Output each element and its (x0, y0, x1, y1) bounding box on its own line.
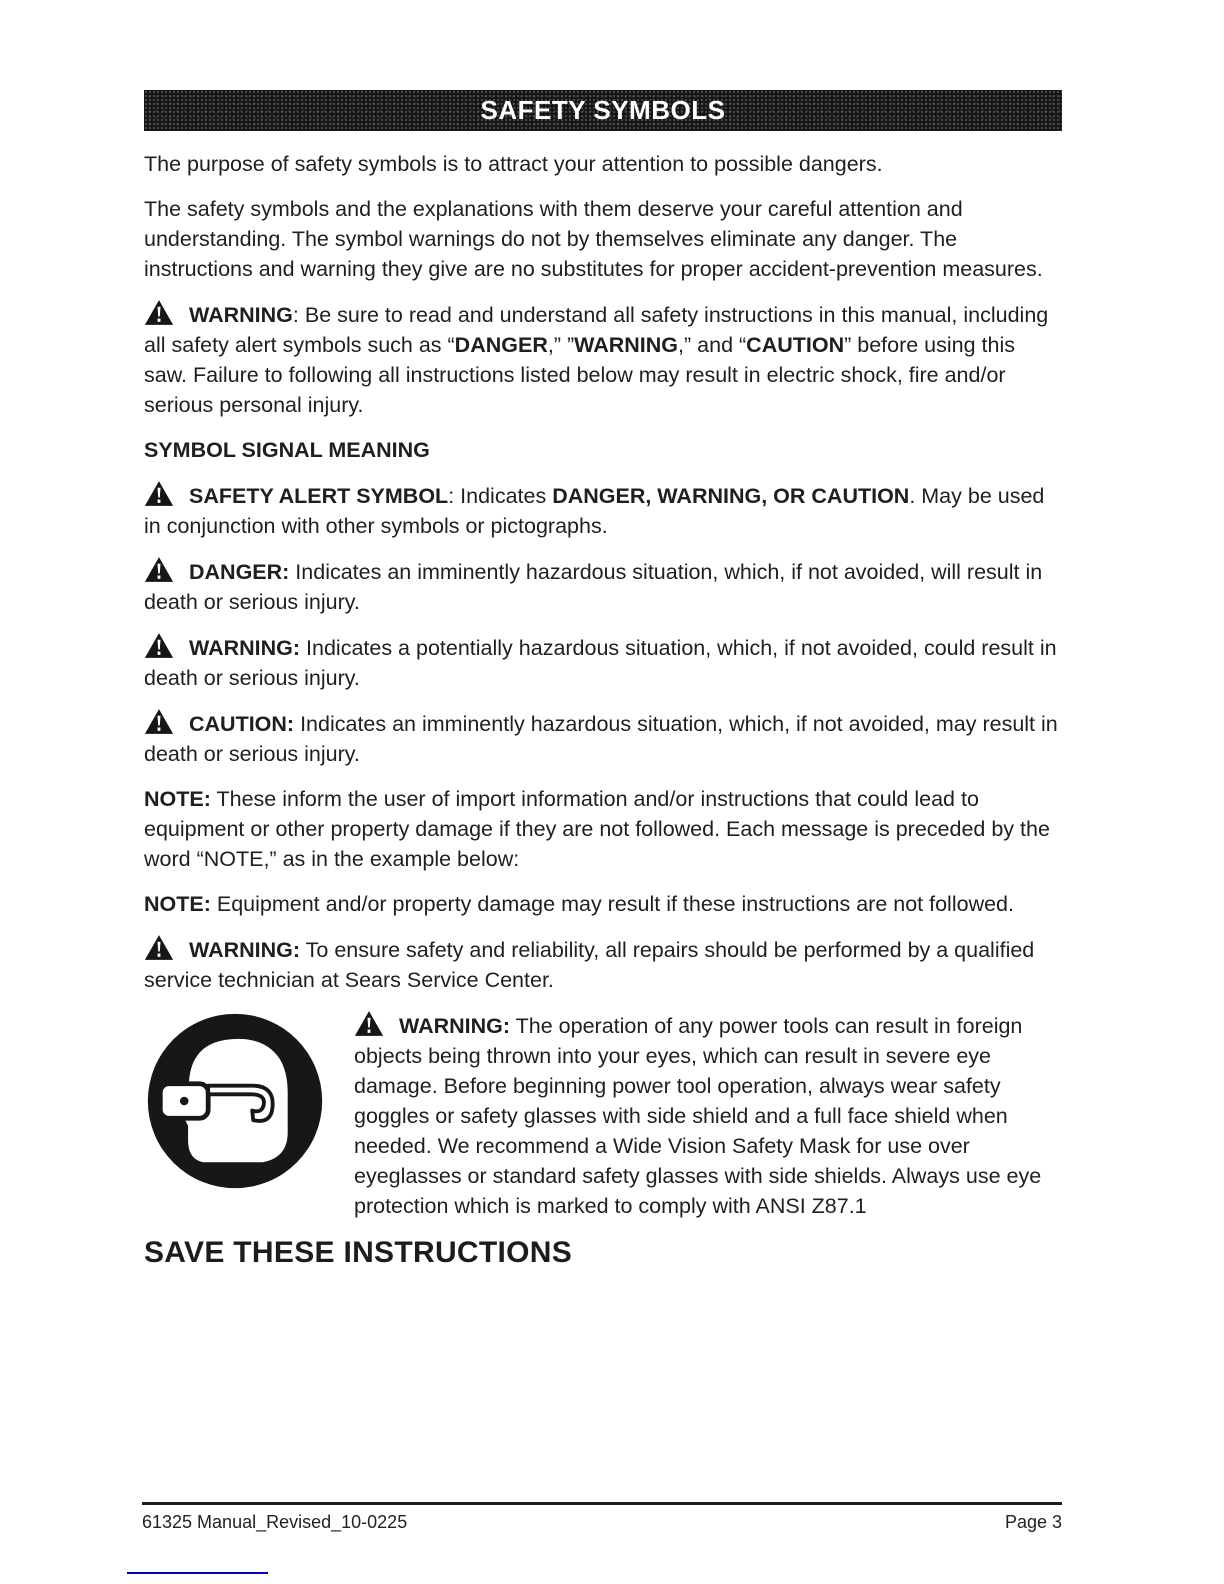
bold-text-run: WARNING (188, 303, 293, 327)
text-run: Indicates a potentially hazardous situation, which, if not avoided, could result in death or serious injury. (144, 636, 1057, 690)
paragraph-warning-eye-protection (354, 1010, 1062, 1221)
text-run: ” before using this saw. Failure to following all instructions listed below may result in electric shock, fire and/or serious personal injury. (144, 333, 1016, 417)
warning-triangle-icon (144, 299, 174, 326)
paragraph-danger-definition (144, 556, 1062, 617)
text-run: Indicates an imminently hazardous situation, which, if not avoided, will result in death or serious injury. (144, 560, 1043, 614)
text-run: ,” and “ (678, 333, 747, 357)
manual-page (144, 90, 1062, 1270)
bold-text-run: SAFETY ALERT SYMBOL (188, 484, 449, 508)
bold-text-run: DANGER (454, 333, 548, 357)
bold-text-run: WARNING (574, 333, 679, 357)
paragraph-note-explanation (144, 784, 1062, 874)
paragraph-note-example (144, 889, 1062, 919)
section-title: SAFETY SYMBOLS (480, 95, 726, 125)
text-run: The operation of any power tools can result in foreign objects being thrown into your eyes, which can result in severe eye damage. Before beginning power tool operation, always wear safety goggles or safety glasses with side shield and a full face shield when needed. We recommend a Wide Vision Safety Mask for use over eyeglasses or standard safety glasses with side shields. Always use eye protection which is marked to comply with ANSI Z87.1 (354, 1014, 1042, 1218)
bold-text-run: WARNING: (398, 1014, 511, 1038)
text-run: . May be used in conjunction with other symbols or pictographs. (144, 484, 1045, 538)
warning-triangle-icon (354, 1010, 384, 1037)
warning-triangle-icon (144, 934, 174, 961)
section-header-bar (144, 90, 1062, 131)
bold-text-run: WARNING: (188, 636, 301, 660)
text-run: These inform the user of import information and/or instructions that could lead to equipment or other property damage if they are not followed. Each message is preceded by the word “NOTE,” as in the example below: (144, 787, 1050, 871)
paragraph-caution-definition (144, 708, 1062, 769)
text-run: The purpose of safety symbols is to attract your attention to possible dangers. (144, 152, 883, 176)
bold-text-run: CAUTION (746, 333, 845, 357)
warning-triangle-icon (144, 480, 174, 507)
warning-triangle-icon (144, 632, 174, 659)
eye-protection-icon (144, 1010, 326, 1192)
paragraph-warning-read-manual (144, 299, 1062, 420)
footer-page-number: Page 3 (1004, 1512, 1062, 1532)
bold-text-run: WARNING: (188, 938, 301, 962)
heading-symbol-signal-meaning: SYMBOL SIGNAL MEANING (144, 438, 430, 462)
eye-protection-block (144, 1010, 1062, 1221)
save-instructions-heading: SAVE THESE INSTRUCTIONS (144, 1236, 573, 1269)
text-run: Indicates an imminently hazardous situation, which, if not avoided, may result in death or serious injury. (144, 712, 1058, 766)
text-run: The safety symbols and the explanations with them deserve your careful attention and understanding. The symbol warnings do not by themselves eliminate any danger. The instructions and warning they give are no substitutes for proper accident-prevention measures. (144, 197, 1043, 281)
paragraph-symbols-explanation (144, 194, 1062, 284)
paragraph-warning-repairs (144, 934, 1062, 995)
bold-text-run: DANGER: (188, 560, 290, 584)
footer-document-id: 61325 Manual_Revised_10-0225 (142, 1512, 408, 1532)
bold-text-run: NOTE: (144, 787, 211, 811)
text-run: : Be sure to read and understand all safety instructions in this manual, including all safety alert symbols such as “ (144, 303, 1049, 357)
bold-text-run: DANGER, WARNING, OR CAUTION (552, 484, 910, 508)
text-run: Equipment and/or property damage may result if these instructions are not followed. (210, 892, 1014, 916)
paragraph-safety-alert-symbol (144, 480, 1062, 541)
text-run: ,” ” (547, 333, 575, 357)
text-run: : Indicates (448, 484, 553, 508)
warning-triangle-icon (144, 556, 174, 583)
page-footer (142, 1502, 1062, 1533)
blue-underline-mark (127, 1572, 268, 1574)
text-run: To ensure safety and reliability, all repairs should be performed by a qualified service technician at Sears Service Center. (144, 938, 1035, 992)
bold-text-run: CAUTION: (188, 712, 295, 736)
paragraph-warning-definition (144, 632, 1062, 693)
warning-triangle-icon (144, 708, 174, 735)
paragraph-purpose (144, 149, 1062, 179)
bold-text-run: NOTE: (144, 892, 211, 916)
